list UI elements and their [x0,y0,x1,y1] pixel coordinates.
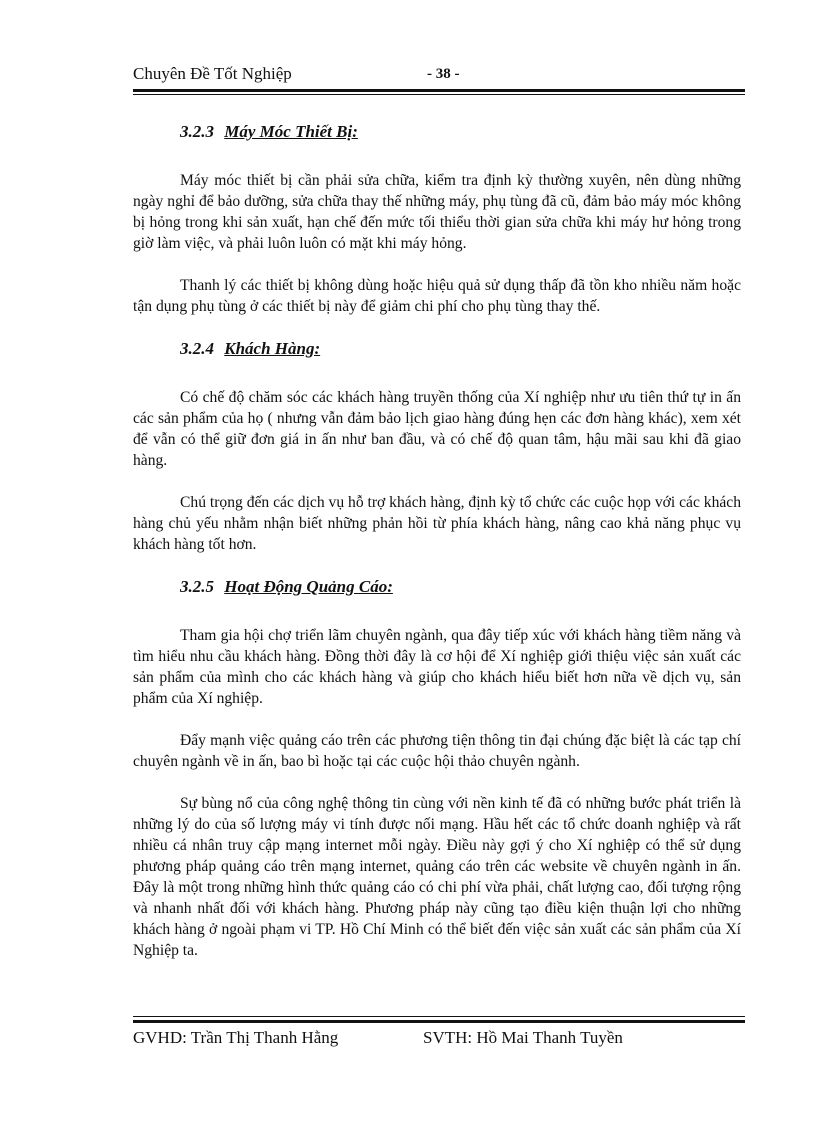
paragraph: Máy móc thiết bị cần phải sửa chữa, kiểm tra định kỳ thường xuyên, nên dùng những ngày nghỉ để bảo dưỡng, sửa chữa thay thế những máy, phụ tùng đã cũ, đảm bảo máy móc không bị hỏng trong khi sản xuất, hạn chế đến mức tối thiểu thời gian sửa chữa khi máy hư hỏng trong giờ làm việc, và phải luôn luôn có mặt khi máy hỏng. [133,172,741,252]
section-number: 3.2.3 [180,122,214,141]
paragraph: Tham gia hội chợ triển lãm chuyên ngành, qua đây tiếp xúc với khách hàng tiềm năng và tìm hiểu nhu cầu khách hàng. Đồng thời đây là cơ hội để Xí nghiệp giới thiệu việc sản xuất các sản phẩm của mình cho các khách hàng và giúp cho khách hiểu biết hơn nữa về dịch vụ, sản phẩm của Xí nghiệp. [133,627,741,707]
section-heading-3-2-5 [133,577,741,601]
section-number: 3.2.5 [180,577,214,596]
paragraph: Sự bùng nổ của công nghệ thông tin cùng với nền kinh tế đã có những bước phát triển là những lý do của số lượng máy vi tính được nối mạng. Hầu hết các tổ chức doanh nghiệp và rất nhiều cá nhân truy cập mạng internet mỗi ngày. Điều này gợi ý cho Xí nghiệp có thể sử dụng phương pháp quảng cáo trên mạng internet, quảng cáo trên các website về chuyên ngành in ấn. Đây là một trong những hình thức quảng cáo có chi phí vừa phải, chất lượng cao, đối tượng rộng và nhanh nhất đối với khách hàng. Phương pháp này cũng tạo điều kiện thuận lợi cho những khách hàng ở ngoài phạm vi TP. Hồ Chí Minh có thể biết đến việc sản xuất các sản phẩm của Xí Nghiệp ta. [133,795,741,959]
footer-student: SVTH: Hồ Mai Thanh Tuyền [423,1028,623,1047]
paragraph: Có chế độ chăm sóc các khách hàng truyền thống của Xí nghiệp như ưu tiên thứ tự in ấn các sản phẩm của họ ( nhưng vẫn đảm bảo lịch giao hàng đúng hẹn các đơn hàng khác), xem xét để vẫn có thể giữ đơn giá in ấn như ban đầu, và có chế độ quan tâm, hậu mãi sau khi đã giao hàng. [133,389,741,469]
header-rule-thin [133,94,745,95]
section-title: Hoạt Động Quảng Cáo: [224,577,393,596]
paragraph: Chú trọng đến các dịch vụ hỗ trợ khách hàng, định kỳ tổ chức các cuộc họp với các khách hàng chủ yếu nhằm nhận biết những phản hồi từ phía khách hàng, nâng cao khả năng phục vụ khách hàng tốt hơn. [133,494,742,553]
section-title: Khách Hàng: [224,339,321,358]
section-heading-3-2-3 [133,122,741,146]
section-title: Máy Móc Thiết Bị: [224,122,358,141]
header-title: Chuyên Đề Tốt Nghiệp [133,64,292,83]
page-number: - 38 - [427,66,460,82]
footer-rule-thick [133,1020,745,1023]
paragraph: Thanh lý các thiết bị không dùng hoặc hiệu quả sử dụng thấp đã tồn kho nhiều năm hoặc tận dụng phụ tùng ở các thiết bị này để giảm chi phí cho phụ tùng thay thế. [133,277,741,315]
footer-advisor: GVHD: Trần Thị Thanh Hằng [133,1028,339,1047]
footer-rule-thin [133,1016,745,1017]
paragraph: Đẩy mạnh việc quảng cáo trên các phương tiện thông tin đại chúng đặc biệt là các tạp chí chuyên ngành về in ấn, bao bì hoặc tại các cuộc hội thảo chuyên ngành. [133,732,741,770]
document-body [133,122,741,961]
section-heading-3-2-4 [133,339,741,363]
section-number: 3.2.4 [180,339,214,358]
page-header [133,64,745,88]
header-rule-thick [133,89,745,92]
